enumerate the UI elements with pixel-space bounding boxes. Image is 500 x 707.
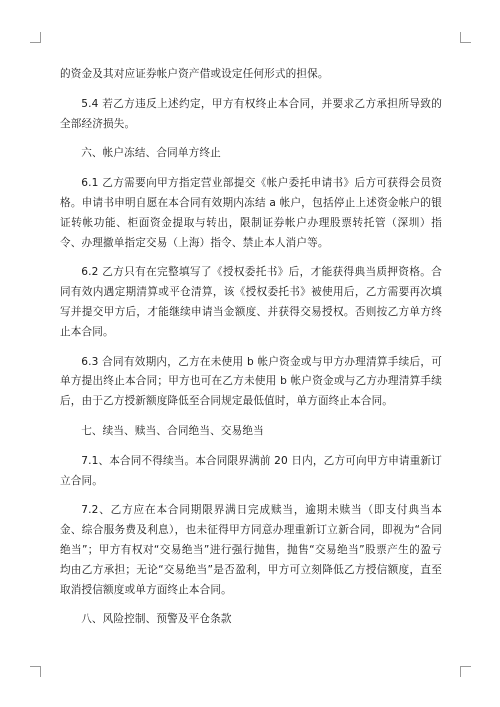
clause-6-3: 6.3 合同有效期内，乙方在未使用 b 帐户资金或与甲方办理清算手续后，可单方提出终止本合同；甲方也可在乙方未使用 b 帐户资金或与乙方办理清算手续后，由于乙方授新额度降低至合同规定最低值时，单方面终止本合同。 — [60, 355, 442, 408]
crop-mark-bottom-right — [460, 666, 471, 677]
crop-mark-bottom-left — [30, 666, 41, 677]
section-heading-6: 六、帐户冻结、合同单方终止 — [81, 147, 221, 160]
clause-7-2: 7.2、乙方应在本合同期限界满日完成赎当，逾期未赎当（即支付典当本金、综合服务费及利息），也未征得甲方同意办理重新订立新合同，即视为“合同绝当”；甲方有权对“交易绝当”进行强行抛售，抛售“交易绝当”股票产生的盈亏均由乙方承担；无论“交易绝当”是否盈利，甲方可立刻降低乙方授信额度，直至取消授信额度或单方面终止本合同。 — [60, 504, 442, 596]
document-body — [60, 65, 442, 640]
crop-mark-top-left — [30, 32, 41, 43]
clause-7-1: 7.1、本合同不得续当。本合同限界满前 20 日内，乙方可向甲方申请重新订立合同。 — [60, 454, 442, 487]
clause-6-1: 6.1 乙方需要向甲方指定营业部提交《帐户委托申请书》后方可获得会员资格。申请书申明自愿在本合同有效期内冻结 a 帐户，包括停止上述资金帐户的银证转帐功能、柜面资金提取与转出，限制证券帐户办理股票转托管（深圳）指令、办理撤单指定交易（上海）指令、禁止本人消户等。 — [60, 177, 442, 249]
section-heading-7: 七、续当、赎当、合同绝当、交易绝当 — [81, 424, 264, 437]
clause-5-4: 5.4 若乙方违反上述约定，甲方有权终止本合同，并要求乙方承担所导致的全部经济损失。 — [60, 97, 442, 130]
section-heading-8: 八、风险控制、预警及平仓条款 — [81, 613, 232, 626]
crop-mark-top-right — [460, 32, 471, 43]
paragraph-continuation: 的资金及其对应证券帐户资产借或设定任何形式的担保。 — [60, 68, 329, 80]
clause-6-2: 6.2 乙方只有在完整填写了《授权委托书》后，才能获得典当质押资格。合同有效内遇定期清算或平仓清算，该《授权委托书》被使用后，乙方需要再次填写并提交甲方后，才能继续申请当金额度、并获得交易授权。否则按乙方单方终止本合同。 — [60, 266, 442, 338]
